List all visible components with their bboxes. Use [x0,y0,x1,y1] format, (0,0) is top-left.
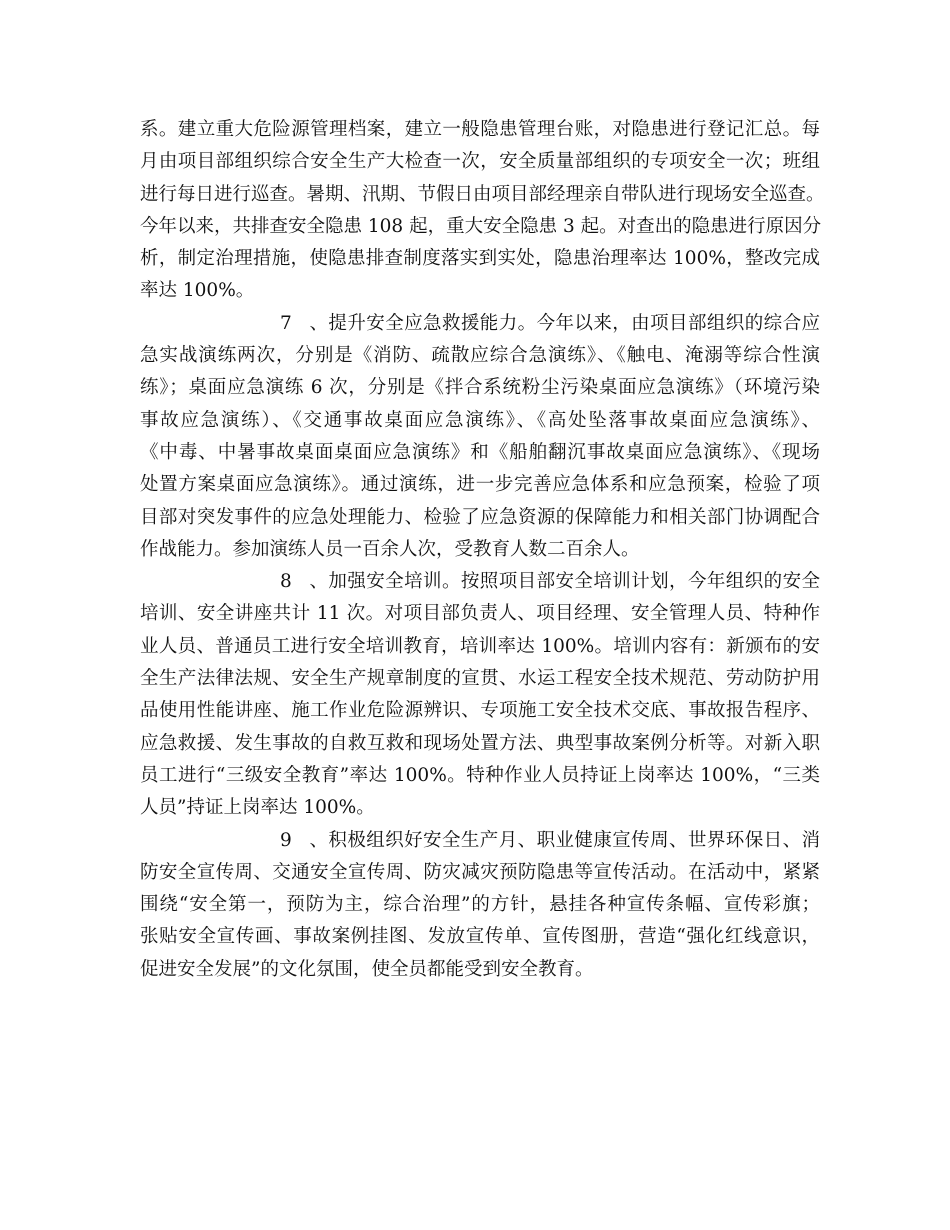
text-line: 处置方案桌面应急演练》。通过演练，进一步完善应急体系和应急预案，检验了项 [140,474,820,496]
text-line: 培训、安全讲座共计 11 次。对项目部负责人、项目经理、安全管理人员、特种作 [140,603,820,625]
item-8-start [140,566,820,598]
item-text: 加强安全培训。按照项目部安全培训计划，今年组织的安全 [328,571,820,593]
text-line: 围绕“安全第一，预防为主，综合治理”的方针，悬挂各种宣传条幅、宣传彩旗； [140,894,820,916]
text-line: 促进安全发展”的文化氛围，使全员都能受到安全教育。 [140,958,594,980]
item-text: 提升安全应急救援能力。今年以来，由项目部组织的综合应 [328,312,820,334]
text-line: 析，制定治理措施，使隐患排查制度落实到实处，隐患治理率达 100%，整改完成 [140,248,820,270]
text-line: 月由项目部组织综合安全生产大检查一次，安全质量部组织的专项安全一次；班组 [140,151,820,173]
item-number: 8、 [280,571,328,593]
item-text: 积极组织好安全生产月、职业健康宣传周、世界环保日、消 [328,829,820,851]
text-line: 防安全宣传周、交通安全宣传周、防灾减灾预防隐患等宣传活动。在活动中，紧紧 [140,861,820,883]
text-line: 练》；桌面应急演练 6 次，分别是《拌合系统粉尘污染桌面应急演练》（环境污染 [140,377,820,399]
text-line: 全生产法律法规、安全生产规章制度的宣贯、水运工程安全技术规范、劳动防护用 [140,668,820,690]
text-line: 业人员、普通员工进行安全培训教育，培训率达 100%。培训内容有：新颁布的安 [140,635,820,657]
item-9-start [140,825,820,857]
text-line: 张贴安全宣传画、事故案例挂图、发放宣传单、宣传图册，营造“强化红线意识， [140,926,820,948]
text-line: 进行每日进行巡查。暑期、汛期、节假日由项目部经理亲自带队进行现场安全巡查。 [140,183,825,205]
text-line: 人员”持证上岗率达 100%。 [140,797,375,819]
body-text [140,114,825,986]
item-7-start [140,308,820,340]
text-line: 目部对突发事件的应急处理能力、检验了应急资源的保障能力和相关部门协调配合 [140,506,820,528]
item-number: 7、 [280,312,328,334]
text-line: 急实战演练两次，分别是《消防、疏散应综合急演练》、《触电、淹溺等综合性演 [140,345,820,367]
text-line: 事故应急演练）、《交通事故桌面应急演练》、《高处坠落事故桌面应急演练》、 [140,409,820,431]
text-line: 品使用性能讲座、施工作业危险源辨识、专项施工安全技术交底、事故报告程序、 [140,700,820,722]
text-line: 员工进行“三级安全教育”率达 100%。特种作业人员持证上岗率达 100%，“三类 [140,764,820,786]
item-number: 9、 [280,829,328,851]
text-line: 作战能力。参加演练人员一百余人次，受教育人数二百余人。 [140,538,640,560]
text-line: 率达 100%。 [140,280,255,302]
text-line: 系。建立重大危险源管理档案，建立一般隐患管理台账，对隐患进行登记汇总。每 [140,119,820,140]
text-line: 应急救援、发生事故的自救互救和现场处置方法、典型事故案例分析等。对新入职 [140,732,820,754]
text-line: 《中毒、中暑事故桌面桌面应急演练》和《船舶翻沉事故桌面应急演练》、《现场 [140,441,820,463]
text-line: 今年以来，共排查安全隐患 108 起，重大安全隐患 3 起。对查出的隐患进行原因分 [140,215,822,237]
